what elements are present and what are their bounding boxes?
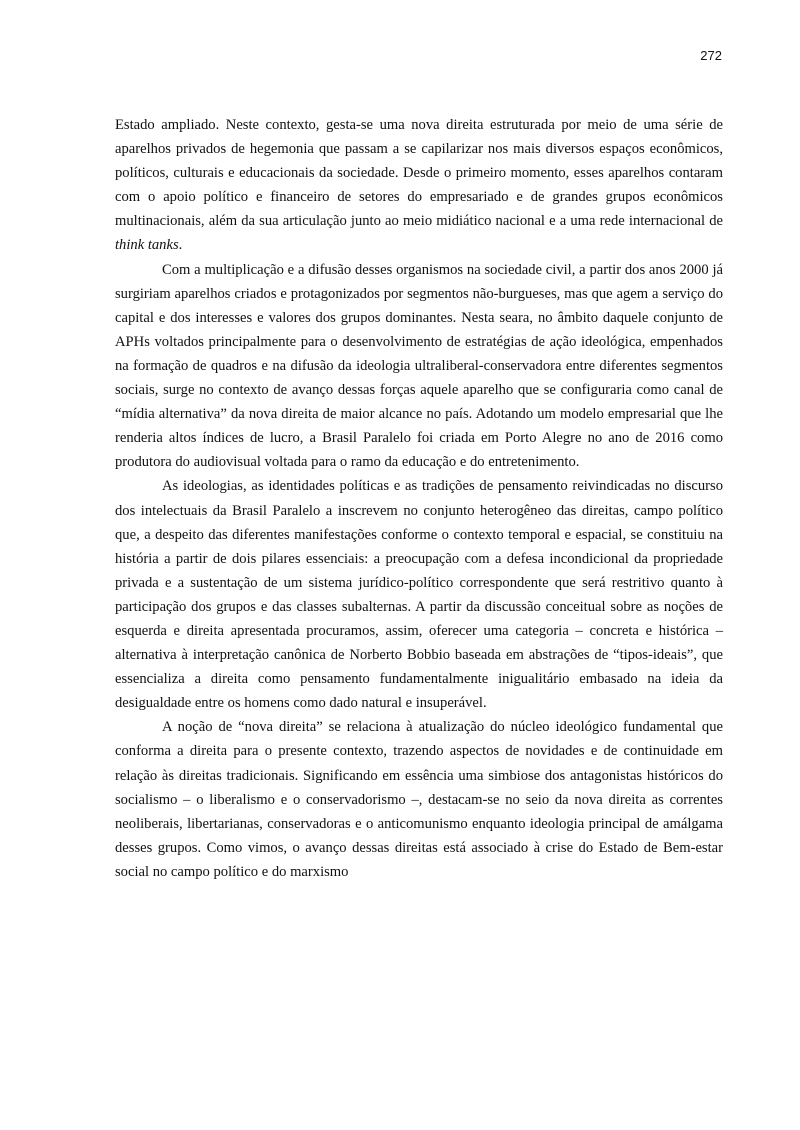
body-text: [115, 113, 723, 884]
paragraph-1-end: .: [178, 237, 183, 254]
paragraph-3: As ideologias, as identidades políticas e as tradições de pensamento reivindicadas no discurso dos intelectuais da Brasil Paralelo a inscrevem no conjunto heterogêneo das direitas, campo político que, a despeito das diferentes manifestações conforme o contexto temporal e espacial, se constituiu na história a partir de dois pilares essenciais: a preocupação com a defesa incondicional da propriedade privada e a sustentação de um sistema jurídico-político correspondente que será restritivo quanto à participação dos grupos e das classes subalternas. A partir da discussão conceitual sobre as noções de esquerda e direita apresentada procuramos, assim, oferecer uma categoria – concreta e histórica – alternativa à interpretação canônica de Norberto Bobbio baseada em abstrações de “tipos-ideais”, que essencializa a direita como pensamento fundamentalmente inigualitário embasado na ideia da desigualdade entre os homens como dado natural e insuperável.: [115, 478, 723, 712]
paragraph-4: A noção de “nova direita” se relaciona à atualização do núcleo ideológico fundamental que conforma a direita para o presente contexto, trazendo aspectos de novidades e de continuidade em relação às direitas tradicionais. Significando em essência uma simbiose dos antagonistas históricos do socialismo – o liberalismo e o conservadorismo –, destacam-se no seio da nova direita as correntes neoliberais, libertarianas, conservadoras e o anticomunismo enquanto ideologia principal de amálgama desses grupos. Como vimos, o avanço dessas direitas está associado à crise do Estado de Bem-estar social no campo político e do marxismo: [115, 719, 723, 880]
paragraph-2: Com a multiplicação e a difusão desses organismos na sociedade civil, a partir dos anos 2000 já surgiriam aparelhos criados e protagonizados por segmentos não-burgueses, mas que agem a serviço do capital e dos interesses e valores dos grupos dominantes. Nesta seara, no âmbito daquele conjunto de APHs voltados principalmente para o desenvolvimento de estratégias de ação ideológica, empenhados na formação de quadros e na difusão da ideologia ultraliberal-conservadora entre diferentes segmentos sociais, surge no contexto de avanço dessas forças aquele aparelho que se configuraria como canal de “mídia alternativa” da nova direita de maior alcance no país. Adotando um modelo empresarial que lhe renderia altos índices de lucro, a Brasil Paralelo foi criada em Porto Alegre no ano de 2016 como produtora do audiovisual voltada para o ramo da educação e do entretenimento.: [115, 261, 723, 471]
paragraph-1-text: Estado ampliado. Neste contexto, gesta-se uma nova direita estruturada por meio de uma série de aparelhos privados de hegemonia que passam a se capilarizar nos mais diversos espaços econômicos, políticos, culturais e educacionais da sociedade. Desde o primeiro momento, esses aparelhos contaram com o apoio político e financeiro de setores do empresariado e de grandes grupos econômicos multinacionais, além da sua articulação junto ao meio midiático nacional e a uma rede internacional de: [115, 117, 723, 230]
paragraph-1-emphasis: think tanks: [115, 237, 179, 254]
page-number: 272: [700, 48, 722, 63]
paragraph-1: [115, 113, 723, 258]
